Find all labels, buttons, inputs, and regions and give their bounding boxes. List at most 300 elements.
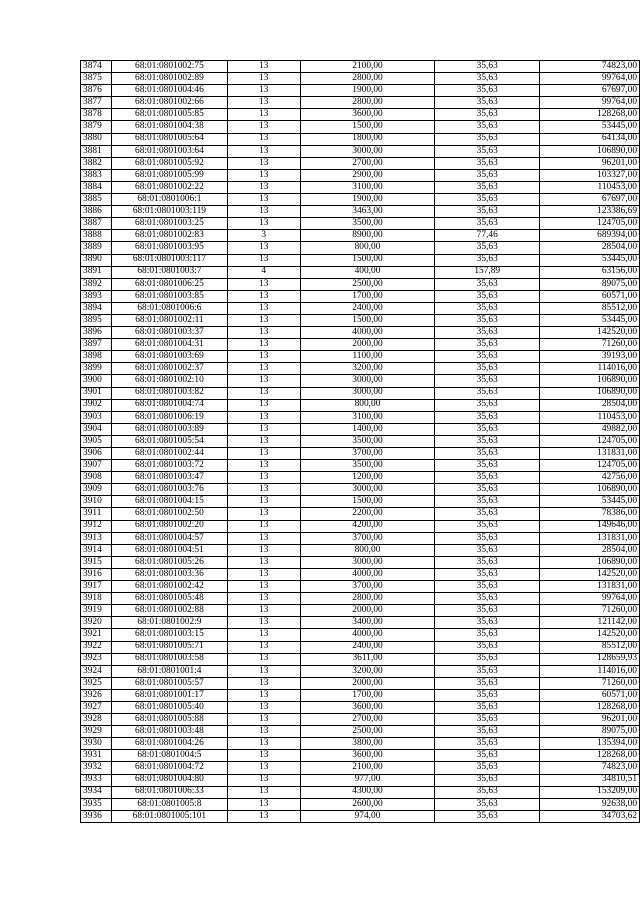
category-cell: 13 bbox=[227, 314, 300, 326]
rate-cell: 35,63 bbox=[435, 363, 540, 375]
row-number-cell: 3903 bbox=[81, 411, 112, 423]
area-cell: 4300,00 bbox=[300, 786, 435, 798]
category-cell: 13 bbox=[227, 218, 300, 230]
row-number-cell: 3889 bbox=[81, 242, 112, 254]
category-cell: 13 bbox=[227, 496, 300, 508]
area-cell: 2400,00 bbox=[300, 302, 435, 314]
table-row bbox=[81, 593, 640, 605]
cadastral-number-cell: 68:01:0801002:44 bbox=[111, 448, 227, 460]
cadastral-number-cell: 68:01:0801006:25 bbox=[111, 278, 227, 290]
category-cell: 13 bbox=[227, 689, 300, 701]
value-cell: 99764,00 bbox=[540, 73, 640, 85]
cadastral-number-cell: 68:01:0801002:88 bbox=[111, 605, 227, 617]
area-cell: 3700,00 bbox=[300, 448, 435, 460]
value-cell: 106890,00 bbox=[540, 387, 640, 399]
category-cell: 13 bbox=[227, 169, 300, 181]
cadastral-number-cell: 68:01:0801003:48 bbox=[111, 726, 227, 738]
area-cell: 3500,00 bbox=[300, 218, 435, 230]
row-number-cell: 3881 bbox=[81, 145, 112, 157]
row-number-cell: 3880 bbox=[81, 133, 112, 145]
row-number-cell: 3928 bbox=[81, 714, 112, 726]
value-cell: 96201,00 bbox=[540, 157, 640, 169]
rate-cell: 35,63 bbox=[435, 714, 540, 726]
area-cell: 3100,00 bbox=[300, 181, 435, 193]
area-cell: 3200,00 bbox=[300, 363, 435, 375]
category-cell: 13 bbox=[227, 206, 300, 218]
category-cell: 13 bbox=[227, 810, 300, 822]
rate-cell: 35,63 bbox=[435, 774, 540, 786]
rate-cell: 35,63 bbox=[435, 218, 540, 230]
rate-cell: 35,63 bbox=[435, 399, 540, 411]
rate-cell: 35,63 bbox=[435, 689, 540, 701]
category-cell: 13 bbox=[227, 653, 300, 665]
value-cell: 64134,00 bbox=[540, 133, 640, 145]
category-cell: 13 bbox=[227, 73, 300, 85]
cadastral-number-cell: 68:01:0801002:22 bbox=[111, 181, 227, 193]
category-cell: 13 bbox=[227, 774, 300, 786]
table-row bbox=[81, 520, 640, 532]
rate-cell: 35,63 bbox=[435, 641, 540, 653]
cadastral-number-cell: 68:01:0801004:15 bbox=[111, 496, 227, 508]
cadastral-number-cell: 68:01:0801003:25 bbox=[111, 218, 227, 230]
area-cell: 3000,00 bbox=[300, 387, 435, 399]
row-number-cell: 3916 bbox=[81, 568, 112, 580]
table-row bbox=[81, 290, 640, 302]
value-cell: 53445,00 bbox=[540, 121, 640, 133]
table-row bbox=[81, 266, 640, 278]
row-number-cell: 3913 bbox=[81, 532, 112, 544]
row-number-cell: 3896 bbox=[81, 327, 112, 339]
row-number-cell: 3901 bbox=[81, 387, 112, 399]
area-cell: 2000,00 bbox=[300, 605, 435, 617]
area-cell: 3600,00 bbox=[300, 750, 435, 762]
rate-cell: 35,63 bbox=[435, 411, 540, 423]
area-cell: 2900,00 bbox=[300, 169, 435, 181]
table-row bbox=[81, 605, 640, 617]
table-row bbox=[81, 351, 640, 363]
area-cell: 3600,00 bbox=[300, 701, 435, 713]
row-number-cell: 3898 bbox=[81, 351, 112, 363]
cadastral-number-cell: 68:01:0801004:80 bbox=[111, 774, 227, 786]
area-cell: 800,00 bbox=[300, 242, 435, 254]
category-cell: 13 bbox=[227, 194, 300, 206]
category-cell: 13 bbox=[227, 508, 300, 520]
table-row bbox=[81, 363, 640, 375]
cadastral-number-cell: 68:01:0801002:50 bbox=[111, 508, 227, 520]
table-row bbox=[81, 61, 640, 73]
cadastral-number-cell: 68:01:0801003:47 bbox=[111, 472, 227, 484]
category-cell: 13 bbox=[227, 363, 300, 375]
table-row bbox=[81, 339, 640, 351]
rate-cell: 35,63 bbox=[435, 73, 540, 85]
cadastral-number-cell: 68:01:0801002:9 bbox=[111, 617, 227, 629]
rate-cell: 35,63 bbox=[435, 109, 540, 121]
area-cell: 1500,00 bbox=[300, 314, 435, 326]
row-number-cell: 3921 bbox=[81, 629, 112, 641]
table-row bbox=[81, 411, 640, 423]
row-number-cell: 3936 bbox=[81, 810, 112, 822]
category-cell: 13 bbox=[227, 254, 300, 266]
cadastral-number-cell: 68:01:0801003:72 bbox=[111, 460, 227, 472]
cadastral-number-cell: 68:01:0801004:26 bbox=[111, 738, 227, 750]
value-cell: 99764,00 bbox=[540, 593, 640, 605]
row-number-cell: 3899 bbox=[81, 363, 112, 375]
area-cell: 1500,00 bbox=[300, 121, 435, 133]
category-cell: 13 bbox=[227, 181, 300, 193]
category-cell: 13 bbox=[227, 351, 300, 363]
rate-cell: 35,63 bbox=[435, 677, 540, 689]
row-number-cell: 3924 bbox=[81, 665, 112, 677]
cadastral-number-cell: 68:01:0801001:4 bbox=[111, 665, 227, 677]
category-cell: 13 bbox=[227, 641, 300, 653]
row-number-cell: 3919 bbox=[81, 605, 112, 617]
category-cell: 13 bbox=[227, 701, 300, 713]
category-cell: 13 bbox=[227, 85, 300, 97]
cadastral-number-cell: 68:01:0801002:11 bbox=[111, 314, 227, 326]
rate-cell: 35,63 bbox=[435, 290, 540, 302]
table-row bbox=[81, 327, 640, 339]
category-cell: 13 bbox=[227, 605, 300, 617]
cadastral-number-cell: 68:01:0801006:6 bbox=[111, 302, 227, 314]
row-number-cell: 3907 bbox=[81, 460, 112, 472]
row-number-cell: 3909 bbox=[81, 484, 112, 496]
area-cell: 3000,00 bbox=[300, 145, 435, 157]
row-number-cell: 3925 bbox=[81, 677, 112, 689]
value-cell: 53445,00 bbox=[540, 254, 640, 266]
table-row bbox=[81, 726, 640, 738]
value-cell: 106890,00 bbox=[540, 145, 640, 157]
rate-cell: 35,63 bbox=[435, 121, 540, 133]
cadastral-number-cell: 68:01:0801004:38 bbox=[111, 121, 227, 133]
value-cell: 71260,00 bbox=[540, 605, 640, 617]
value-cell: 103327,00 bbox=[540, 169, 640, 181]
value-cell: 71260,00 bbox=[540, 339, 640, 351]
table-row bbox=[81, 423, 640, 435]
area-cell: 3200,00 bbox=[300, 665, 435, 677]
value-cell: 28504,00 bbox=[540, 544, 640, 556]
value-cell: 42756,00 bbox=[540, 472, 640, 484]
value-cell: 89075,00 bbox=[540, 278, 640, 290]
cadastral-number-cell: 68:01:0801004:31 bbox=[111, 339, 227, 351]
category-cell: 4 bbox=[227, 266, 300, 278]
value-cell: 71260,00 bbox=[540, 677, 640, 689]
row-number-cell: 3908 bbox=[81, 472, 112, 484]
cadastral-number-cell: 68:01:0801002:20 bbox=[111, 520, 227, 532]
table-row bbox=[81, 460, 640, 472]
area-cell: 3000,00 bbox=[300, 556, 435, 568]
cadastral-number-cell: 68:01:0801005:92 bbox=[111, 157, 227, 169]
category-cell: 13 bbox=[227, 387, 300, 399]
area-cell: 3000,00 bbox=[300, 484, 435, 496]
value-cell: 124705,00 bbox=[540, 460, 640, 472]
row-number-cell: 3890 bbox=[81, 254, 112, 266]
value-cell: 28504,00 bbox=[540, 242, 640, 254]
row-number-cell: 3875 bbox=[81, 73, 112, 85]
area-cell: 1900,00 bbox=[300, 194, 435, 206]
value-cell: 85512,00 bbox=[540, 641, 640, 653]
cadastral-number-cell: 68:01:0801005:54 bbox=[111, 435, 227, 447]
cadastral-number-cell: 68:01:0801005:85 bbox=[111, 109, 227, 121]
value-cell: 121142,00 bbox=[540, 617, 640, 629]
rate-cell: 35,63 bbox=[435, 520, 540, 532]
row-number-cell: 3904 bbox=[81, 423, 112, 435]
rate-cell: 35,63 bbox=[435, 423, 540, 435]
area-cell: 2000,00 bbox=[300, 677, 435, 689]
rate-cell: 35,63 bbox=[435, 617, 540, 629]
category-cell: 13 bbox=[227, 714, 300, 726]
cadastral-number-cell: 68:01:0801005:57 bbox=[111, 677, 227, 689]
rate-cell: 35,63 bbox=[435, 375, 540, 387]
area-cell: 3500,00 bbox=[300, 460, 435, 472]
cadastral-number-cell: 68:01:0801004:74 bbox=[111, 399, 227, 411]
value-cell: 60571,00 bbox=[540, 689, 640, 701]
value-cell: 67697,00 bbox=[540, 194, 640, 206]
category-cell: 13 bbox=[227, 798, 300, 810]
row-number-cell: 3879 bbox=[81, 121, 112, 133]
category-cell: 13 bbox=[227, 109, 300, 121]
row-number-cell: 3884 bbox=[81, 181, 112, 193]
area-cell: 3400,00 bbox=[300, 617, 435, 629]
value-cell: 53445,00 bbox=[540, 496, 640, 508]
category-cell: 13 bbox=[227, 145, 300, 157]
value-cell: 92638,00 bbox=[540, 798, 640, 810]
value-cell: 78386,00 bbox=[540, 508, 640, 520]
area-cell: 3463,00 bbox=[300, 206, 435, 218]
value-cell: 114016,00 bbox=[540, 363, 640, 375]
category-cell: 13 bbox=[227, 61, 300, 73]
cadastral-number-cell: 68:01:0801002:10 bbox=[111, 375, 227, 387]
rate-cell: 35,63 bbox=[435, 314, 540, 326]
table-row bbox=[81, 448, 640, 460]
row-number-cell: 3934 bbox=[81, 786, 112, 798]
area-cell: 974,00 bbox=[300, 810, 435, 822]
cadastral-number-cell: 68:01:0801005:64 bbox=[111, 133, 227, 145]
value-cell: 124705,00 bbox=[540, 218, 640, 230]
area-cell: 2600,00 bbox=[300, 798, 435, 810]
cadastral-number-cell: 68:01:0801002:89 bbox=[111, 73, 227, 85]
table-row bbox=[81, 496, 640, 508]
value-cell: 74823,00 bbox=[540, 762, 640, 774]
category-cell: 13 bbox=[227, 121, 300, 133]
rate-cell: 35,63 bbox=[435, 61, 540, 73]
area-cell: 2100,00 bbox=[300, 61, 435, 73]
rate-cell: 35,63 bbox=[435, 750, 540, 762]
table-row bbox=[81, 387, 640, 399]
rate-cell: 35,63 bbox=[435, 544, 540, 556]
row-number-cell: 3915 bbox=[81, 556, 112, 568]
rate-cell: 35,63 bbox=[435, 169, 540, 181]
row-number-cell: 3893 bbox=[81, 290, 112, 302]
row-number-cell: 3874 bbox=[81, 61, 112, 73]
value-cell: 149646,00 bbox=[540, 520, 640, 532]
cadastral-number-cell: 68:01:0801002:66 bbox=[111, 97, 227, 109]
value-cell: 85512,00 bbox=[540, 302, 640, 314]
category-cell: 13 bbox=[227, 532, 300, 544]
table-row bbox=[81, 194, 640, 206]
cadastral-number-cell: 68:01:0801002:42 bbox=[111, 581, 227, 593]
row-number-cell: 3933 bbox=[81, 774, 112, 786]
row-number-cell: 3914 bbox=[81, 544, 112, 556]
value-cell: 135394,00 bbox=[540, 738, 640, 750]
cadastral-number-cell: 68:01:0801004:5 bbox=[111, 750, 227, 762]
row-number-cell: 3887 bbox=[81, 218, 112, 230]
category-cell: 13 bbox=[227, 460, 300, 472]
rate-cell: 35,63 bbox=[435, 327, 540, 339]
area-cell: 1500,00 bbox=[300, 496, 435, 508]
table-row bbox=[81, 774, 640, 786]
row-number-cell: 3917 bbox=[81, 581, 112, 593]
table-row bbox=[81, 181, 640, 193]
row-number-cell: 3891 bbox=[81, 266, 112, 278]
rate-cell: 35,63 bbox=[435, 194, 540, 206]
value-cell: 34703,62 bbox=[540, 810, 640, 822]
category-cell: 13 bbox=[227, 157, 300, 169]
area-cell: 2800,00 bbox=[300, 593, 435, 605]
table-row bbox=[81, 145, 640, 157]
cadastral-number-cell: 68:01:0801003:89 bbox=[111, 423, 227, 435]
area-cell: 2800,00 bbox=[300, 73, 435, 85]
category-cell: 13 bbox=[227, 581, 300, 593]
rate-cell: 35,63 bbox=[435, 508, 540, 520]
value-cell: 114016,00 bbox=[540, 665, 640, 677]
area-cell: 4000,00 bbox=[300, 327, 435, 339]
category-cell: 13 bbox=[227, 677, 300, 689]
value-cell: 96201,00 bbox=[540, 714, 640, 726]
row-number-cell: 3910 bbox=[81, 496, 112, 508]
area-cell: 3611,00 bbox=[300, 653, 435, 665]
row-number-cell: 3897 bbox=[81, 339, 112, 351]
rate-cell: 35,63 bbox=[435, 351, 540, 363]
area-cell: 8900,00 bbox=[300, 230, 435, 242]
rate-cell: 35,63 bbox=[435, 460, 540, 472]
area-cell: 3000,00 bbox=[300, 375, 435, 387]
area-cell: 1400,00 bbox=[300, 423, 435, 435]
value-cell: 128268,00 bbox=[540, 109, 640, 121]
table-row bbox=[81, 242, 640, 254]
category-cell: 13 bbox=[227, 242, 300, 254]
category-cell: 13 bbox=[227, 520, 300, 532]
rate-cell: 35,63 bbox=[435, 472, 540, 484]
category-cell: 13 bbox=[227, 411, 300, 423]
cadastral-number-cell: 68:01:0801003:37 bbox=[111, 327, 227, 339]
table-row bbox=[81, 302, 640, 314]
table-row bbox=[81, 121, 640, 133]
row-number-cell: 3876 bbox=[81, 85, 112, 97]
rate-cell: 35,63 bbox=[435, 786, 540, 798]
row-number-cell: 3918 bbox=[81, 593, 112, 605]
cadastral-number-cell: 68:01:0801004:57 bbox=[111, 532, 227, 544]
cadastral-number-cell: 68:01:0801003:82 bbox=[111, 387, 227, 399]
cadastral-number-cell: 68:01:0801005:71 bbox=[111, 641, 227, 653]
table-row bbox=[81, 544, 640, 556]
row-number-cell: 3920 bbox=[81, 617, 112, 629]
row-number-cell: 3922 bbox=[81, 641, 112, 653]
cadastral-number-cell: 68:01:0801003:58 bbox=[111, 653, 227, 665]
category-cell: 13 bbox=[227, 278, 300, 290]
row-number-cell: 3895 bbox=[81, 314, 112, 326]
category-cell: 13 bbox=[227, 290, 300, 302]
table-row bbox=[81, 314, 640, 326]
cadastral-number-cell: 68:01:0801003:64 bbox=[111, 145, 227, 157]
value-cell: 34810,51 bbox=[540, 774, 640, 786]
area-cell: 2800,00 bbox=[300, 97, 435, 109]
value-cell: 123386,69 bbox=[540, 206, 640, 218]
value-cell: 128268,00 bbox=[540, 701, 640, 713]
land-parcel-table bbox=[80, 60, 640, 823]
category-cell: 13 bbox=[227, 665, 300, 677]
row-number-cell: 3911 bbox=[81, 508, 112, 520]
category-cell: 13 bbox=[227, 339, 300, 351]
cadastral-number-cell: 68:01:0801005:48 bbox=[111, 593, 227, 605]
rate-cell: 35,63 bbox=[435, 738, 540, 750]
table-row bbox=[81, 206, 640, 218]
table-row bbox=[81, 254, 640, 266]
area-cell: 1500,00 bbox=[300, 254, 435, 266]
value-cell: 28504,00 bbox=[540, 399, 640, 411]
area-cell: 400,00 bbox=[300, 266, 435, 278]
cadastral-number-cell: 68:01:0801003:117 bbox=[111, 254, 227, 266]
area-cell: 4200,00 bbox=[300, 520, 435, 532]
category-cell: 13 bbox=[227, 786, 300, 798]
table-row bbox=[81, 85, 640, 97]
area-cell: 3100,00 bbox=[300, 411, 435, 423]
area-cell: 2700,00 bbox=[300, 714, 435, 726]
category-cell: 13 bbox=[227, 472, 300, 484]
row-number-cell: 3892 bbox=[81, 278, 112, 290]
value-cell: 63156,00 bbox=[540, 266, 640, 278]
category-cell: 13 bbox=[227, 133, 300, 145]
area-cell: 2700,00 bbox=[300, 157, 435, 169]
row-number-cell: 3931 bbox=[81, 750, 112, 762]
cadastral-number-cell: 68:01:0801004:51 bbox=[111, 544, 227, 556]
table-row bbox=[81, 568, 640, 580]
category-cell: 13 bbox=[227, 435, 300, 447]
row-number-cell: 3882 bbox=[81, 157, 112, 169]
rate-cell: 35,63 bbox=[435, 568, 540, 580]
area-cell: 3500,00 bbox=[300, 435, 435, 447]
row-number-cell: 3888 bbox=[81, 230, 112, 242]
category-cell: 13 bbox=[227, 750, 300, 762]
value-cell: 124705,00 bbox=[540, 435, 640, 447]
category-cell: 13 bbox=[227, 738, 300, 750]
table-row bbox=[81, 750, 640, 762]
table-row bbox=[81, 73, 640, 85]
rate-cell: 35,63 bbox=[435, 593, 540, 605]
value-cell: 128268,00 bbox=[540, 750, 640, 762]
rate-cell: 35,63 bbox=[435, 762, 540, 774]
area-cell: 4000,00 bbox=[300, 629, 435, 641]
cadastral-number-cell: 68:01:0801004:72 bbox=[111, 762, 227, 774]
table-body bbox=[81, 61, 640, 823]
row-number-cell: 3932 bbox=[81, 762, 112, 774]
table-row bbox=[81, 169, 640, 181]
table-row bbox=[81, 278, 640, 290]
value-cell: 142520,00 bbox=[540, 629, 640, 641]
category-cell: 13 bbox=[227, 375, 300, 387]
cadastral-number-cell: 68:01:0801005:101 bbox=[111, 810, 227, 822]
category-cell: 13 bbox=[227, 544, 300, 556]
table-row bbox=[81, 218, 640, 230]
area-cell: 1800,00 bbox=[300, 133, 435, 145]
cadastral-number-cell: 68:01:0801003:36 bbox=[111, 568, 227, 580]
area-cell: 3700,00 bbox=[300, 532, 435, 544]
table-row bbox=[81, 738, 640, 750]
table-row bbox=[81, 472, 640, 484]
cadastral-number-cell: 68:01:0801002:37 bbox=[111, 363, 227, 375]
value-cell: 106890,00 bbox=[540, 556, 640, 568]
rate-cell: 35,63 bbox=[435, 435, 540, 447]
value-cell: 89075,00 bbox=[540, 726, 640, 738]
